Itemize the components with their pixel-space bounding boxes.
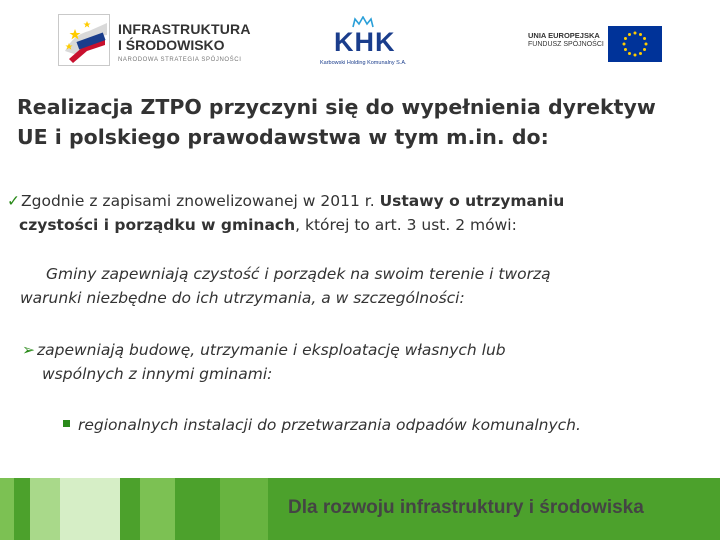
- bullet2-line1: zapewniają budowę, utrzymanie i eksploatację własnych lub: [37, 341, 506, 359]
- footer-stripe: [220, 478, 268, 540]
- square-bullet-icon: [63, 420, 70, 427]
- eu-star: [623, 43, 626, 46]
- bullet1-text-after: , której to art. 3 ust. 2 mówi:: [295, 216, 517, 234]
- eu-star: [639, 52, 642, 55]
- footer-stripe: [0, 478, 14, 540]
- quote-line1: Gminy zapewniają czystość i porządek na swoim terenie i tworzą: [46, 265, 551, 283]
- title-line1: Realizacja ZTPO przyczyni się do wypełnienia dyrektyw: [17, 95, 656, 119]
- infrastruktura-srodowisko-logo: [58, 14, 251, 70]
- slide-title: [17, 92, 707, 152]
- eu-star: [645, 43, 648, 46]
- eu-star: [634, 32, 637, 35]
- quote-paragraph: [20, 262, 710, 310]
- bullet1-bold1: Ustawy o utrzymaniu: [379, 192, 565, 210]
- footer-stripe: [175, 478, 220, 540]
- eu-star: [624, 37, 627, 40]
- bullet2-line2: wspólnych z innymi gminami:: [42, 365, 273, 383]
- footer-stripe: [14, 478, 30, 540]
- eu-text-line2: FUNDUSZ SPÓJNOŚCI: [528, 41, 604, 48]
- checkmark-icon: ✓: [7, 192, 20, 210]
- khk-logo: [320, 14, 440, 66]
- logo-line3: NARODOWA STRATEGIA SPÓJNOŚCI: [118, 57, 242, 63]
- eu-logo: [528, 26, 663, 62]
- bullet1-text-before: Zgodnie z zapisami znowelizowanej w 2011 r.: [21, 192, 380, 210]
- eu-star: [634, 54, 637, 57]
- footer-banner: [0, 478, 720, 540]
- arrow-icon: ➢: [22, 341, 35, 359]
- footer-stripe: [140, 478, 175, 540]
- bullet3-text: regionalnych instalacji do przetwarzania odpadów komunalnych.: [78, 416, 581, 434]
- flag-stars-icon: [58, 14, 110, 66]
- eu-text-line1: UNIA EUROPEJSKA: [528, 31, 600, 40]
- eu-star: [624, 48, 627, 51]
- bullet1-bold2: czystości i porządku w gminach: [19, 216, 296, 234]
- bullet1-line2: [7, 213, 707, 237]
- eu-star: [628, 33, 631, 36]
- khk-subtitle: Karbowski Holding Komunalny S.A.: [320, 60, 407, 66]
- eu-star: [628, 52, 631, 55]
- bullet-regionalnych: [63, 413, 718, 437]
- footer-stripe: [60, 478, 120, 540]
- khk-wordmark: KHK: [334, 27, 396, 57]
- logo-line2: I ŚRODOWISKO: [118, 37, 225, 53]
- logo-line1: INFRASTRUKTURA: [118, 21, 251, 37]
- footer-stripe: [30, 478, 60, 540]
- title-line2: UE i polskiego prawodawstwa w tym m.in. do:: [17, 125, 549, 149]
- bullet-zapewniaja: [22, 338, 712, 386]
- eu-flag-icon: [608, 26, 662, 62]
- quote-line2: warunki niezbędne do ich utrzymania, a w szczególności:: [20, 289, 465, 307]
- footer-stripe: [120, 478, 140, 540]
- eu-star: [639, 33, 642, 36]
- bullet-ustawa: [7, 189, 707, 237]
- eu-star: [643, 37, 646, 40]
- footer-slogan: Dla rozwoju infrastruktury i środowiska: [288, 497, 644, 518]
- eu-star: [643, 48, 646, 51]
